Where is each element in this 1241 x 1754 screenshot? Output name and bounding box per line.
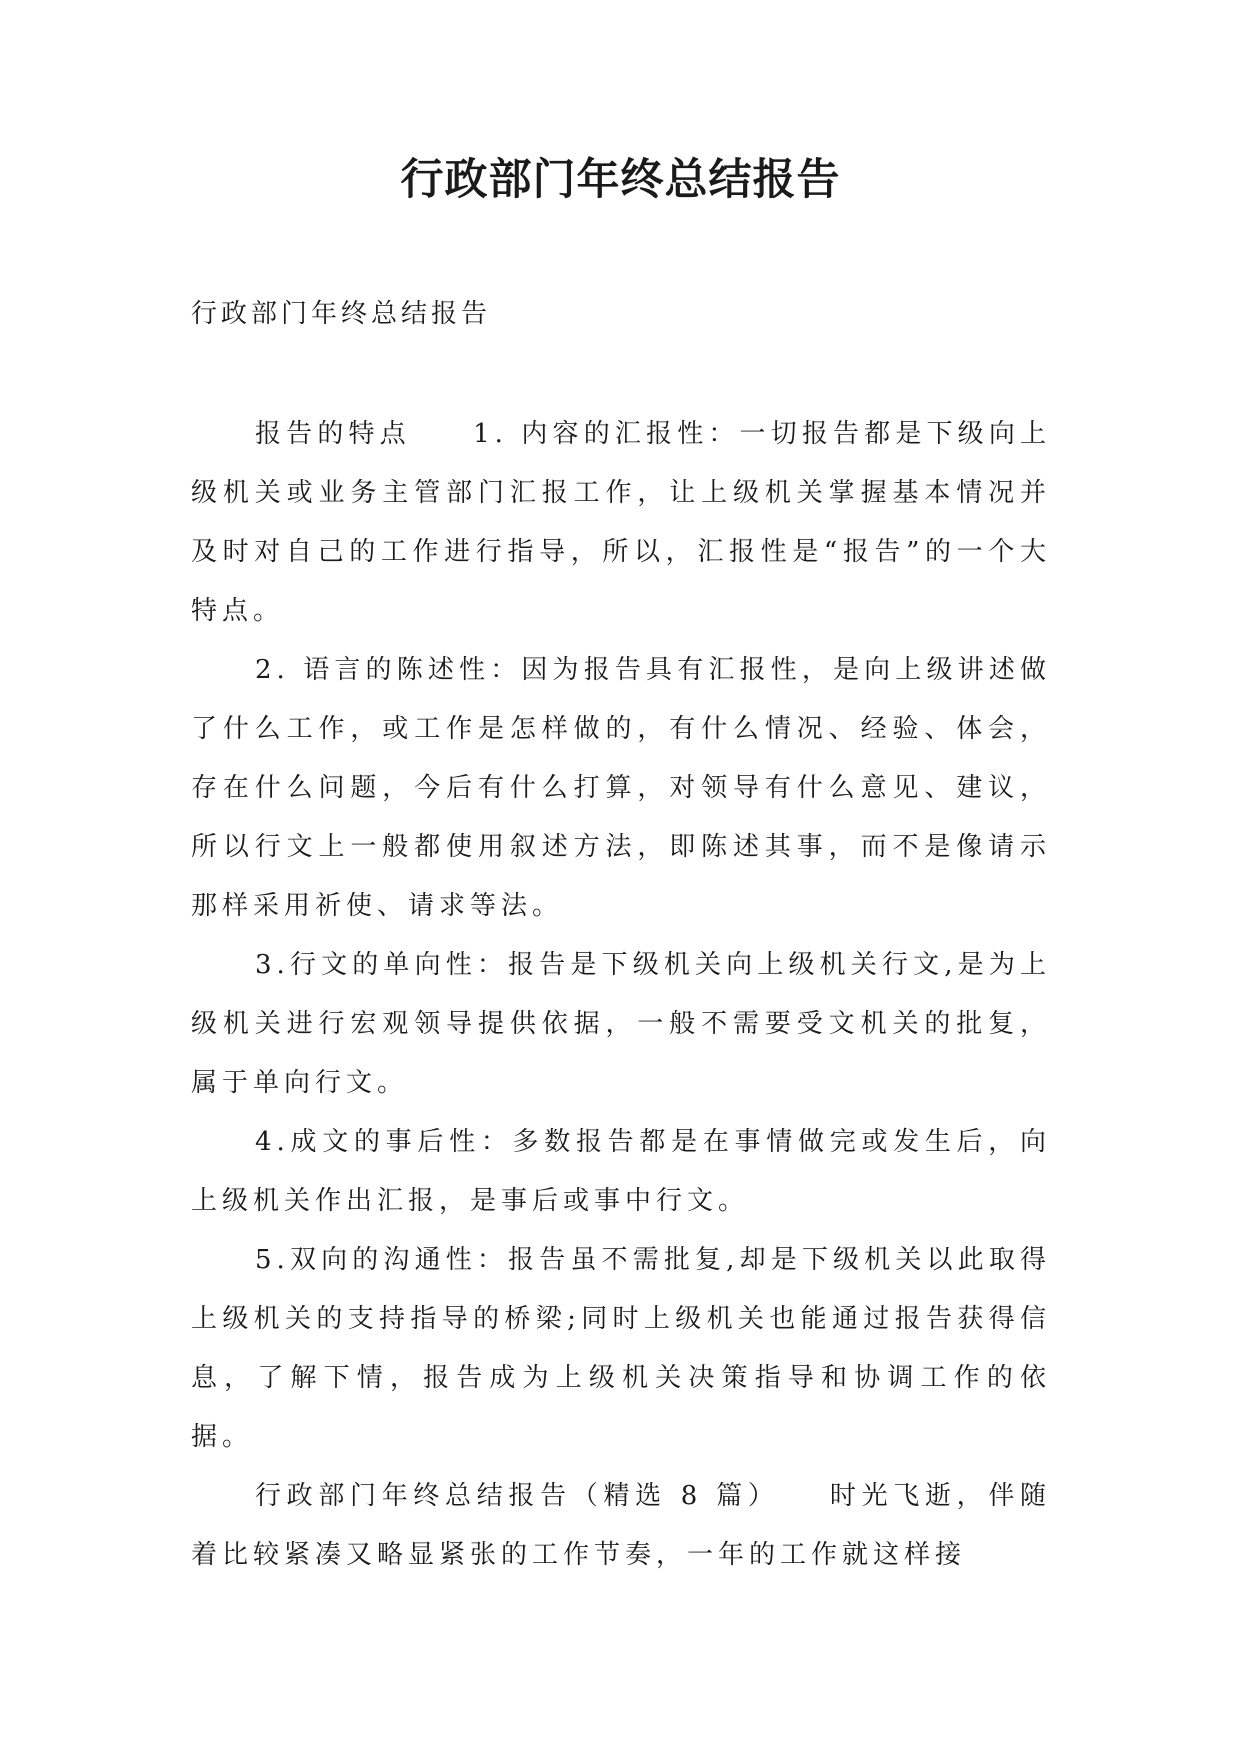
- paragraph-selected-reports-intro: 行政部门年终总结报告（精选 8 篇） 时光飞逝，伴随着比较紧凑又略显紧张的工作节奏，一年的工作就这样接: [191, 1481, 1051, 1570]
- paragraph-two-way-communication: 5.双向的沟通性：报告虽不需批复,却是下级机关以此取得上级机关的支持指导的桥梁;同时上级机关也能通过报告获得信息，了解下情，报告成为上级机关决策指导和协调工作的依据。: [191, 1245, 1051, 1452]
- paragraph-after-the-fact: 4.成文的事后性：多数报告都是在事情做完或发生后，向上级机关作出汇报，是事后或事中行文。: [191, 1127, 1051, 1216]
- paragraph-report-features: 报告的特点 1. 内容的汇报性：一切报告都是下级向上级机关或业务主管部门汇报工作，让上级机关掌握基本情况并及时对自己的工作进行指导，所以，汇报性是“报告”的一个大特点。: [191, 419, 1051, 626]
- document-body: [191, 405, 1051, 1585]
- paragraph-narrative-language: 2. 语言的陈述性：因为报告具有汇报性，是向上级讲述做了什么工作，或工作是怎样做的，有什么情况、经验、体会，存在什么问题，今后有什么打算，对领导有什么意见、建议，所以行文上一般都使用叙述方法，即陈述其事，而不是像请示那样采用祈使、请求等法。: [191, 655, 1051, 921]
- paragraph-one-way-direction: 3.行文的单向性：报告是下级机关向上级机关行文,是为上级机关进行宏观领导提供依据，一般不需要受文机关的批复，属于单向行文。: [191, 950, 1051, 1098]
- document-subtitle: 行政部门年终总结报告: [191, 299, 492, 329]
- document-title: 行政部门年终总结报告: [400, 155, 841, 205]
